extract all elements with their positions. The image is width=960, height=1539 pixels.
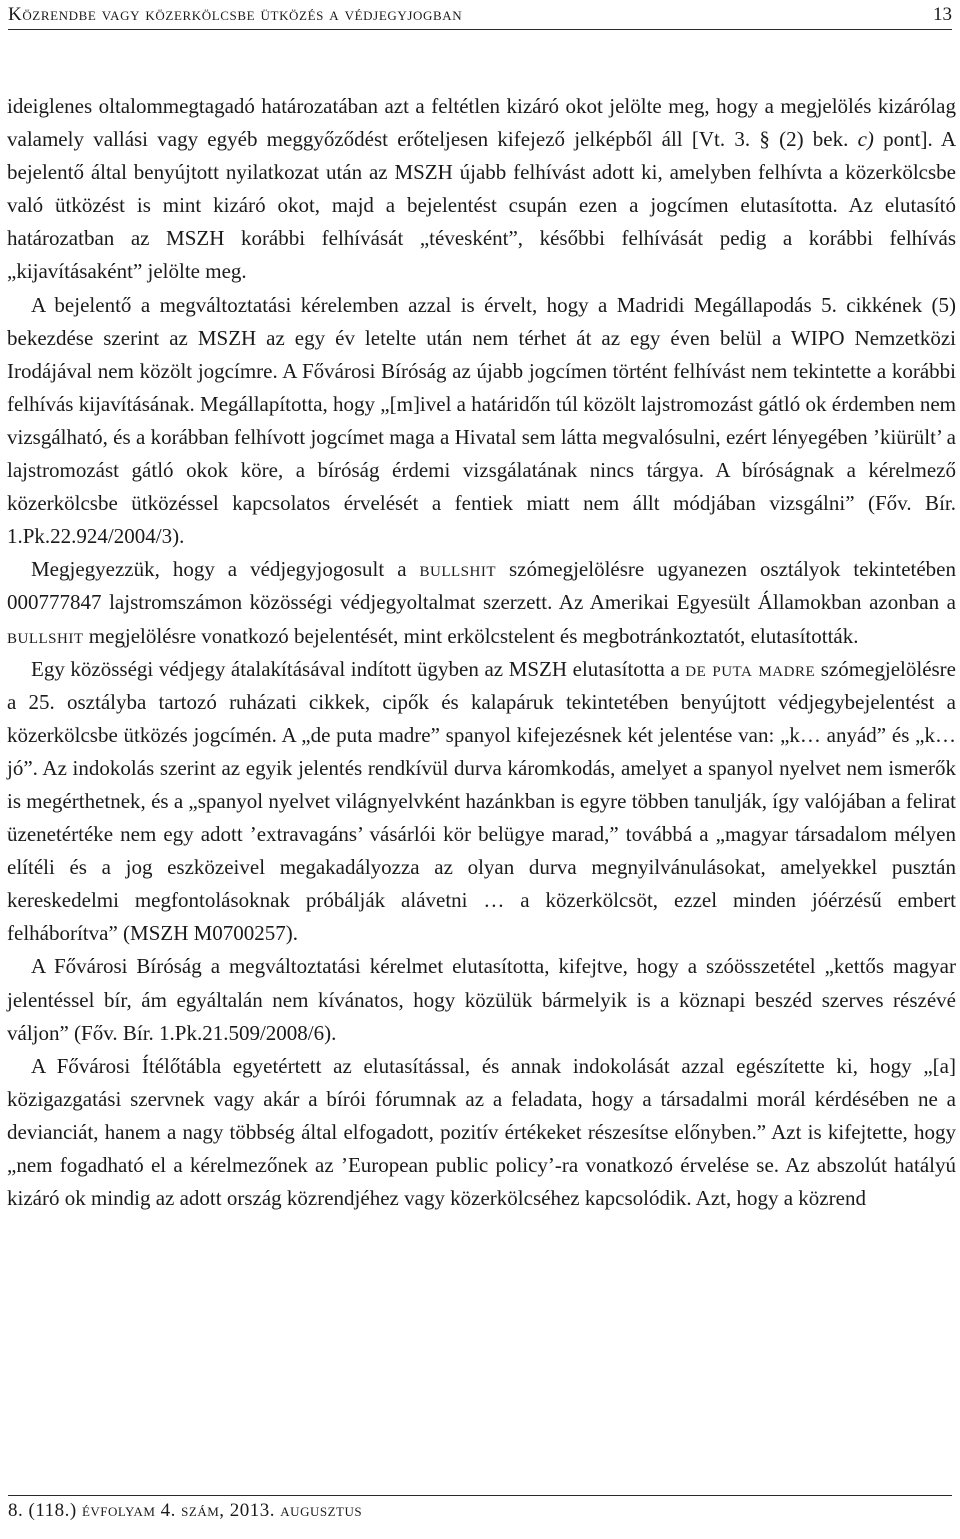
paragraph-text: A bejelentő a megváltoztatási kérelemben azzal is érvelt, hogy a Madridi Megállapodás 5. cikkének (5) bekezdése szerint az MSZH az egy év letelte után nem térhet át az egy éven belül a WIPO Nemzetközi Irodájával nem közölt jogcímre. A Fővárosi Bíróság az újabb jogcímen történt felhívást nem tekintette a korábbi felhívás kijavításának. Megállapította, hogy „[m]ivel a határidőn túl közölt lajstromozást gátló ok érdemben nem vizsgálható, és a korábban felhívott jogcímet maga a Hivatal sem látta megvalósulni, ezért lényegében ’kiürült’ a lajstromozást gátló okok köre, a bíróság érdemi vizsgálatának nincs tárgya. A bíróságnak a kérelmező közerkölcsbe ütközéssel kapcsolatos érvelését a fentiek miatt nem állt módjában vizsgálni” (Főv. Bír. 1.Pk.22.924/2004/3). xyxy=(7,292,956,549)
body-paragraph xyxy=(7,950,956,1049)
body-paragraph xyxy=(7,1050,956,1215)
body-paragraph xyxy=(7,90,956,289)
running-title: Közrendbe vagy közerkölcsbe ütközés a védjegyjogban xyxy=(8,4,463,25)
paragraph-text: pont]. A bejelentő által benyújtott nyilatkozat után az MSZH újabb felhívást adott ki, amelyben felhívta a közerkölcsbe való ütközést is mint kizáró okot, majd a bejelentést csupán ezen a jogcímen elutasította. Az elutasító határozatban az MSZH korábbi felhívását „tévesként”, későbbi felhívását pedig a korábbi felhívás „kijavításaként” jelölte meg. xyxy=(7,127,956,284)
paragraph-text: Megjegyezzük, hogy a védjegyjogosult a xyxy=(31,557,420,582)
body-paragraph xyxy=(7,553,956,652)
body-paragraph xyxy=(7,289,956,554)
journal-footer xyxy=(8,1495,952,1522)
body-text xyxy=(7,90,956,1215)
paragraph-text: A Fővárosi Ítélőtábla egyetértett az elutasítással, és annak indokolását azzal egészítette ki, hogy „[a] közigazgatási szervnek vagy akár a bírói fórumnak az a feladata, hogy a társadalmi morál kérdésében ne a devianciát, hanem a nagy többség által elfogadott, pozitív értékeket részesítse előnyben.” Azt is kifejtette, hogy „nem fogadható el a kérelmezőnek az ’European public policy’-ra vonatkozó érvelése se. Az abszolút hatályú kizáró ok mindig az adott ország közrendjéhez vagy közerkölcséhez kapcsolódik. Azt, hogy a közrend xyxy=(7,1053,956,1211)
body-paragraph xyxy=(7,653,956,951)
page-number: 13 xyxy=(933,4,952,25)
paragraph-text: szómegjelölésre a 25. osztályba tartozó ruházati cikkek, cipők és kalapáruk tekintetében benyújtott védjegybejelentést a közerkölcsbe ütközés jogcímén. A „de puta madre” spanyol kifejezésnek két jelentése van: „k… anyád” és „k… jó”. Az indokolás szerint az egyik jelentés rendkívül durva káromkodás, amelyet a spanyol nyelvet nem ismerők is megérthetnek, és a „spanyol nyelvet világnyelvként hazánkban is egyre többen tanulják, így valójában a felirat üzenetértéke nem egy adott ’extravagáns’ vásárlói kör belügye marad,” továbbá a „magyar társadalom mélyen elítéli és a jog eszközeivel megakadályozza az olyan durva megnyilvánulásokat, amelyekkel pusztán kereskedelmi megfontolásoknak próbálják alávetni … a közerkölcsöt, ezzel minden jóérzésű embert felháborítva” (MSZH M0700257). xyxy=(7,656,956,946)
small-caps-term: bullshit xyxy=(7,623,84,648)
paragraph-text: Egy közösségi védjegy átalakításával indított ügyben az MSZH elutasította a xyxy=(31,656,686,681)
small-caps-term: de puta madre xyxy=(685,656,816,681)
issue-line: 8. (118.) évfolyam 4. szám, 2013. augusztus xyxy=(8,1500,363,1521)
paragraph-text: ideiglenes oltalommegtagadó határozatában azt a feltétlen kizáró okot jelölte meg, hogy a megjelölés kizárólag valamely vallási vagy egyéb meggyőződést erőteljesen kifejező jelképből áll [Vt. 3. § (2) bek. xyxy=(7,94,956,152)
italic-text: c) xyxy=(857,127,874,152)
small-caps-term: bullshit xyxy=(419,557,496,582)
paragraph-text: A Fővárosi Bíróság a megváltoztatási kérelmet elutasította, kifejtve, hogy a szóösszetétel „kettős magyar jelentéssel bír, ám egyáltalán nem kívánatos, hogy közülük bármelyik is a köznapi beszéd szerves részévé váljon” (Főv. Bír. 1.Pk.21.509/2008/6). xyxy=(7,954,956,1045)
paragraph-text: megjelölésre vonatkozó bejelentését, mint erkölcstelent és megbotránkoztatót, elutasították. xyxy=(83,623,859,648)
paragraph-text: szómegjelölésre ugyanezen osztályok tekintetében 000777847 lajstromszámon közösségi védjegyoltalmat szerzett. Az Amerikai Egyesült Államokban azonban a xyxy=(7,557,957,615)
running-header xyxy=(8,4,952,30)
